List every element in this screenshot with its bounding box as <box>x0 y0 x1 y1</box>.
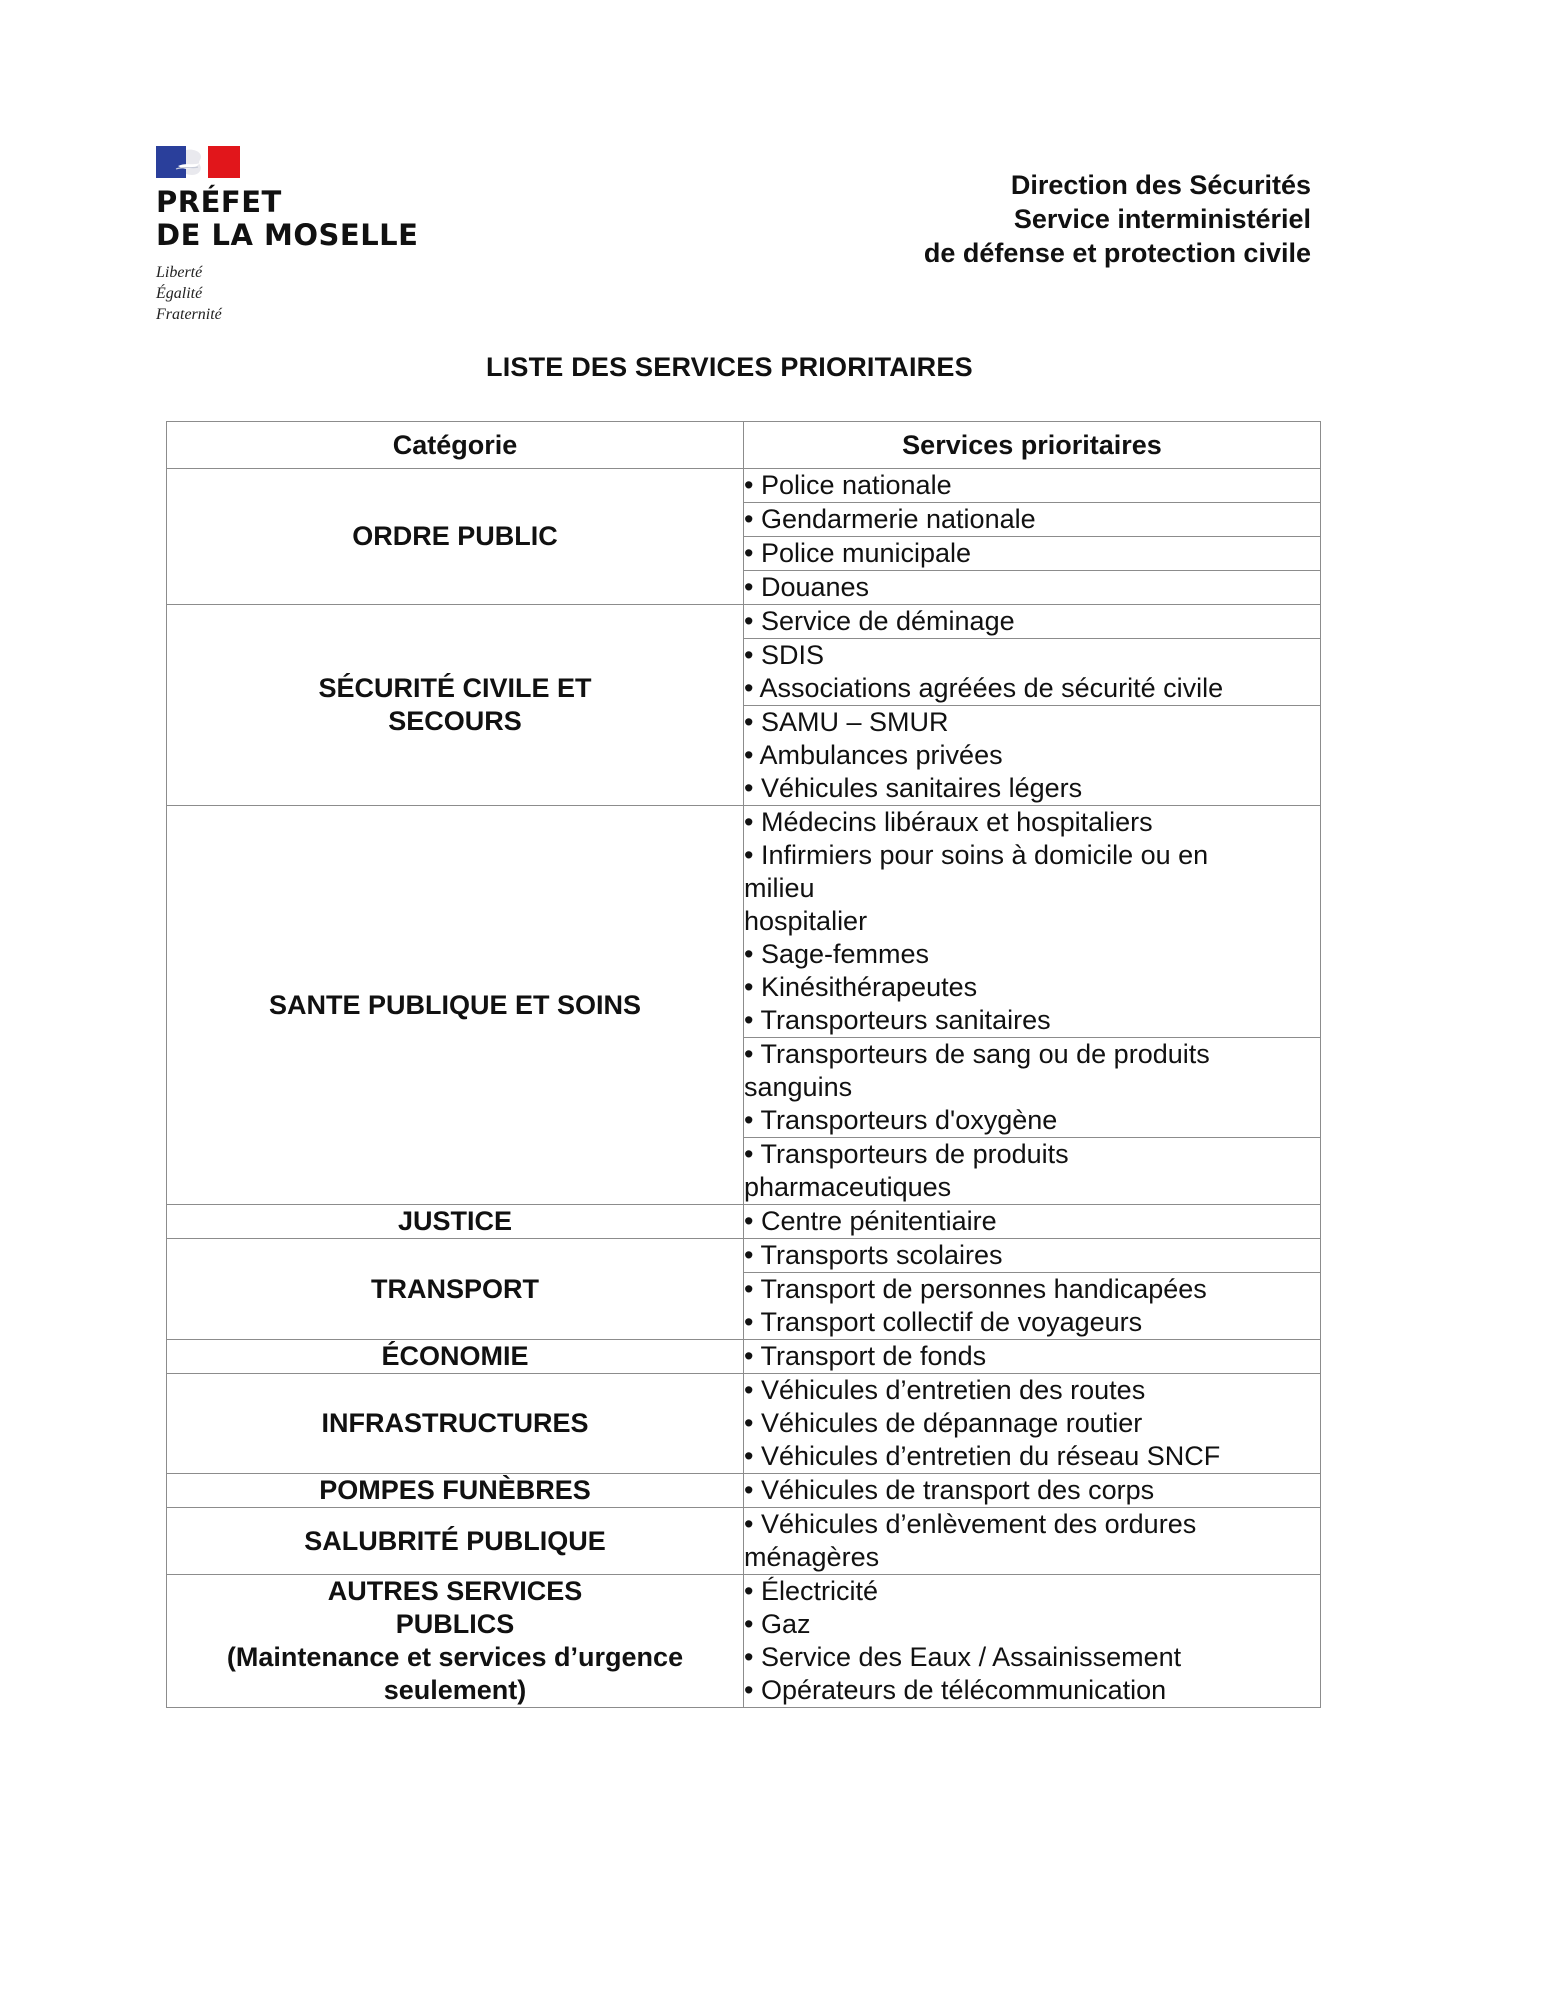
category-cell <box>167 806 744 1205</box>
service-item: • Véhicules d’enlèvement des ordures <box>744 1509 1197 1539</box>
service-item: • Véhicules de dépannage routier <box>744 1408 1143 1438</box>
service-item: • Sage-femmes <box>744 939 930 969</box>
table-header-row <box>167 422 1321 469</box>
services-table <box>166 421 1321 1708</box>
category-label: SÉCURITÉ CIVILE ET <box>318 673 592 703</box>
service-item: milieu <box>744 873 815 903</box>
table-row <box>167 605 1321 639</box>
table-row <box>167 1239 1321 1273</box>
service-item: • Médecins libéraux et hospitaliers <box>744 807 1153 837</box>
service-item: • Transports scolaires <box>744 1240 1003 1270</box>
motto-line: Égalité <box>156 285 203 302</box>
service-item: • Transport collectif de voyageurs <box>744 1307 1143 1337</box>
table-row <box>167 1474 1321 1508</box>
table-row <box>167 1340 1321 1374</box>
motto-line: Fraternité <box>156 306 222 323</box>
service-cell <box>744 1038 1321 1138</box>
category-cell <box>167 1474 744 1508</box>
service-item: • Gendarmerie nationale <box>744 504 1036 534</box>
service-item: • Véhicules d’entretien du réseau SNCF <box>744 1441 1221 1471</box>
service-item: • Centre pénitentiaire <box>744 1206 997 1236</box>
service-item: • Transporteurs de produits <box>744 1139 1069 1169</box>
category-cell <box>167 1374 744 1474</box>
service-cell <box>744 503 1321 537</box>
service-item: • Opérateurs de télécommunication <box>744 1675 1167 1705</box>
category-label: SALUBRITÉ PUBLIQUE <box>304 1525 606 1556</box>
category-label: POMPES FUNÈBRES <box>319 1475 591 1505</box>
service-item: • Transport de personnes handicapées <box>744 1274 1207 1304</box>
direction-line: de défense et protection civile <box>923 238 1311 268</box>
service-item: pharmaceutiques <box>744 1172 952 1202</box>
table-row <box>167 1575 1321 1708</box>
service-cell <box>744 1374 1321 1474</box>
service-cell <box>744 469 1321 503</box>
service-cell <box>744 1474 1321 1508</box>
service-cell <box>744 1340 1321 1374</box>
logo-title-line: DE LA MOSELLE <box>156 218 419 252</box>
category-label: (Maintenance et services d’urgence <box>226 1642 684 1672</box>
service-item: • Ambulances privées <box>744 740 1003 770</box>
category-cell <box>167 605 744 806</box>
service-cell <box>744 1575 1321 1708</box>
service-cell <box>744 1273 1321 1340</box>
service-cell <box>744 537 1321 571</box>
service-item: • Police municipale <box>744 538 972 568</box>
category-label: TRANSPORT <box>371 1273 539 1304</box>
category-cell <box>167 1205 744 1239</box>
service-cell <box>744 706 1321 806</box>
category-label: ÉCONOMIE <box>381 1341 529 1371</box>
column-header-category: Catégorie <box>167 422 744 469</box>
service-cell <box>744 1508 1321 1575</box>
service-item: • Véhicules sanitaires légers <box>744 773 1083 803</box>
category-label: PUBLICS <box>395 1609 515 1639</box>
service-item: • Transporteurs de sang ou de produits <box>744 1039 1210 1069</box>
service-cell <box>744 1239 1321 1273</box>
service-item: • Transport de fonds <box>744 1341 987 1371</box>
service-item: • SAMU – SMUR <box>744 707 949 737</box>
table-body <box>167 469 1321 1708</box>
service-cell <box>744 639 1321 706</box>
service-item: • Service de déminage <box>744 606 1015 636</box>
category-cell <box>167 1575 744 1708</box>
category-cell <box>167 1340 744 1374</box>
service-item: sanguins <box>744 1072 853 1102</box>
table-row <box>167 806 1321 1038</box>
service-cell <box>744 1205 1321 1239</box>
logo-title-line: PRÉFET <box>156 185 282 219</box>
table-row <box>167 1205 1321 1239</box>
category-cell <box>167 1508 744 1575</box>
service-item: • Infirmiers pour soins à domicile ou en <box>744 840 1209 870</box>
direction-line: Direction des Sécurités <box>1010 170 1311 200</box>
service-item: • Douanes <box>744 572 870 602</box>
category-label: JUSTICE <box>397 1206 513 1236</box>
category-label: ORDRE PUBLIC <box>352 521 558 551</box>
republic-motto <box>156 262 456 325</box>
category-label: SECOURS <box>388 706 522 736</box>
table-row <box>167 1374 1321 1474</box>
marianne-flag-icon <box>156 146 240 178</box>
service-cell <box>744 571 1321 605</box>
service-item: • Transporteurs sanitaires <box>744 1005 1051 1035</box>
category-cell <box>167 469 744 605</box>
service-item: • Gaz <box>744 1609 811 1639</box>
logo-title <box>156 186 456 252</box>
service-item: hospitalier <box>744 906 868 936</box>
service-item: • Électricité <box>744 1576 878 1606</box>
service-item: • Transporteurs d'oxygène <box>744 1105 1058 1135</box>
category-label: seulement) <box>383 1675 527 1705</box>
motto-line: Liberté <box>156 264 203 281</box>
service-item: • Associations agréées de sécurité civile <box>744 673 1224 703</box>
service-item: ménagères <box>744 1542 880 1572</box>
service-cell <box>744 605 1321 639</box>
table-row <box>167 469 1321 503</box>
service-item: • Véhicules d’entretien des routes <box>744 1375 1146 1405</box>
service-item: • SDIS <box>744 640 824 670</box>
category-label: SANTE PUBLIQUE ET SOINS <box>268 989 642 1020</box>
service-cell <box>744 1138 1321 1205</box>
service-item: • Kinésithérapeutes <box>744 972 978 1002</box>
service-item: • Police nationale <box>744 470 952 500</box>
service-item: • Service des Eaux / Assainissement <box>744 1642 1182 1672</box>
prefecture-logo <box>156 146 456 325</box>
column-header-services: Services prioritaires <box>744 422 1321 469</box>
document-title: LISTE DES SERVICES PRIORITAIRES <box>486 352 973 382</box>
direction-line: Service interministériel <box>1013 204 1311 234</box>
category-label: AUTRES SERVICES <box>327 1576 583 1606</box>
category-cell <box>167 1239 744 1340</box>
direction-block <box>924 168 1311 270</box>
category-label: INFRASTRUCTURES <box>321 1408 589 1438</box>
service-item: • Véhicules de transport des corps <box>744 1475 1155 1505</box>
table-row <box>167 1508 1321 1575</box>
service-cell <box>744 806 1321 1038</box>
